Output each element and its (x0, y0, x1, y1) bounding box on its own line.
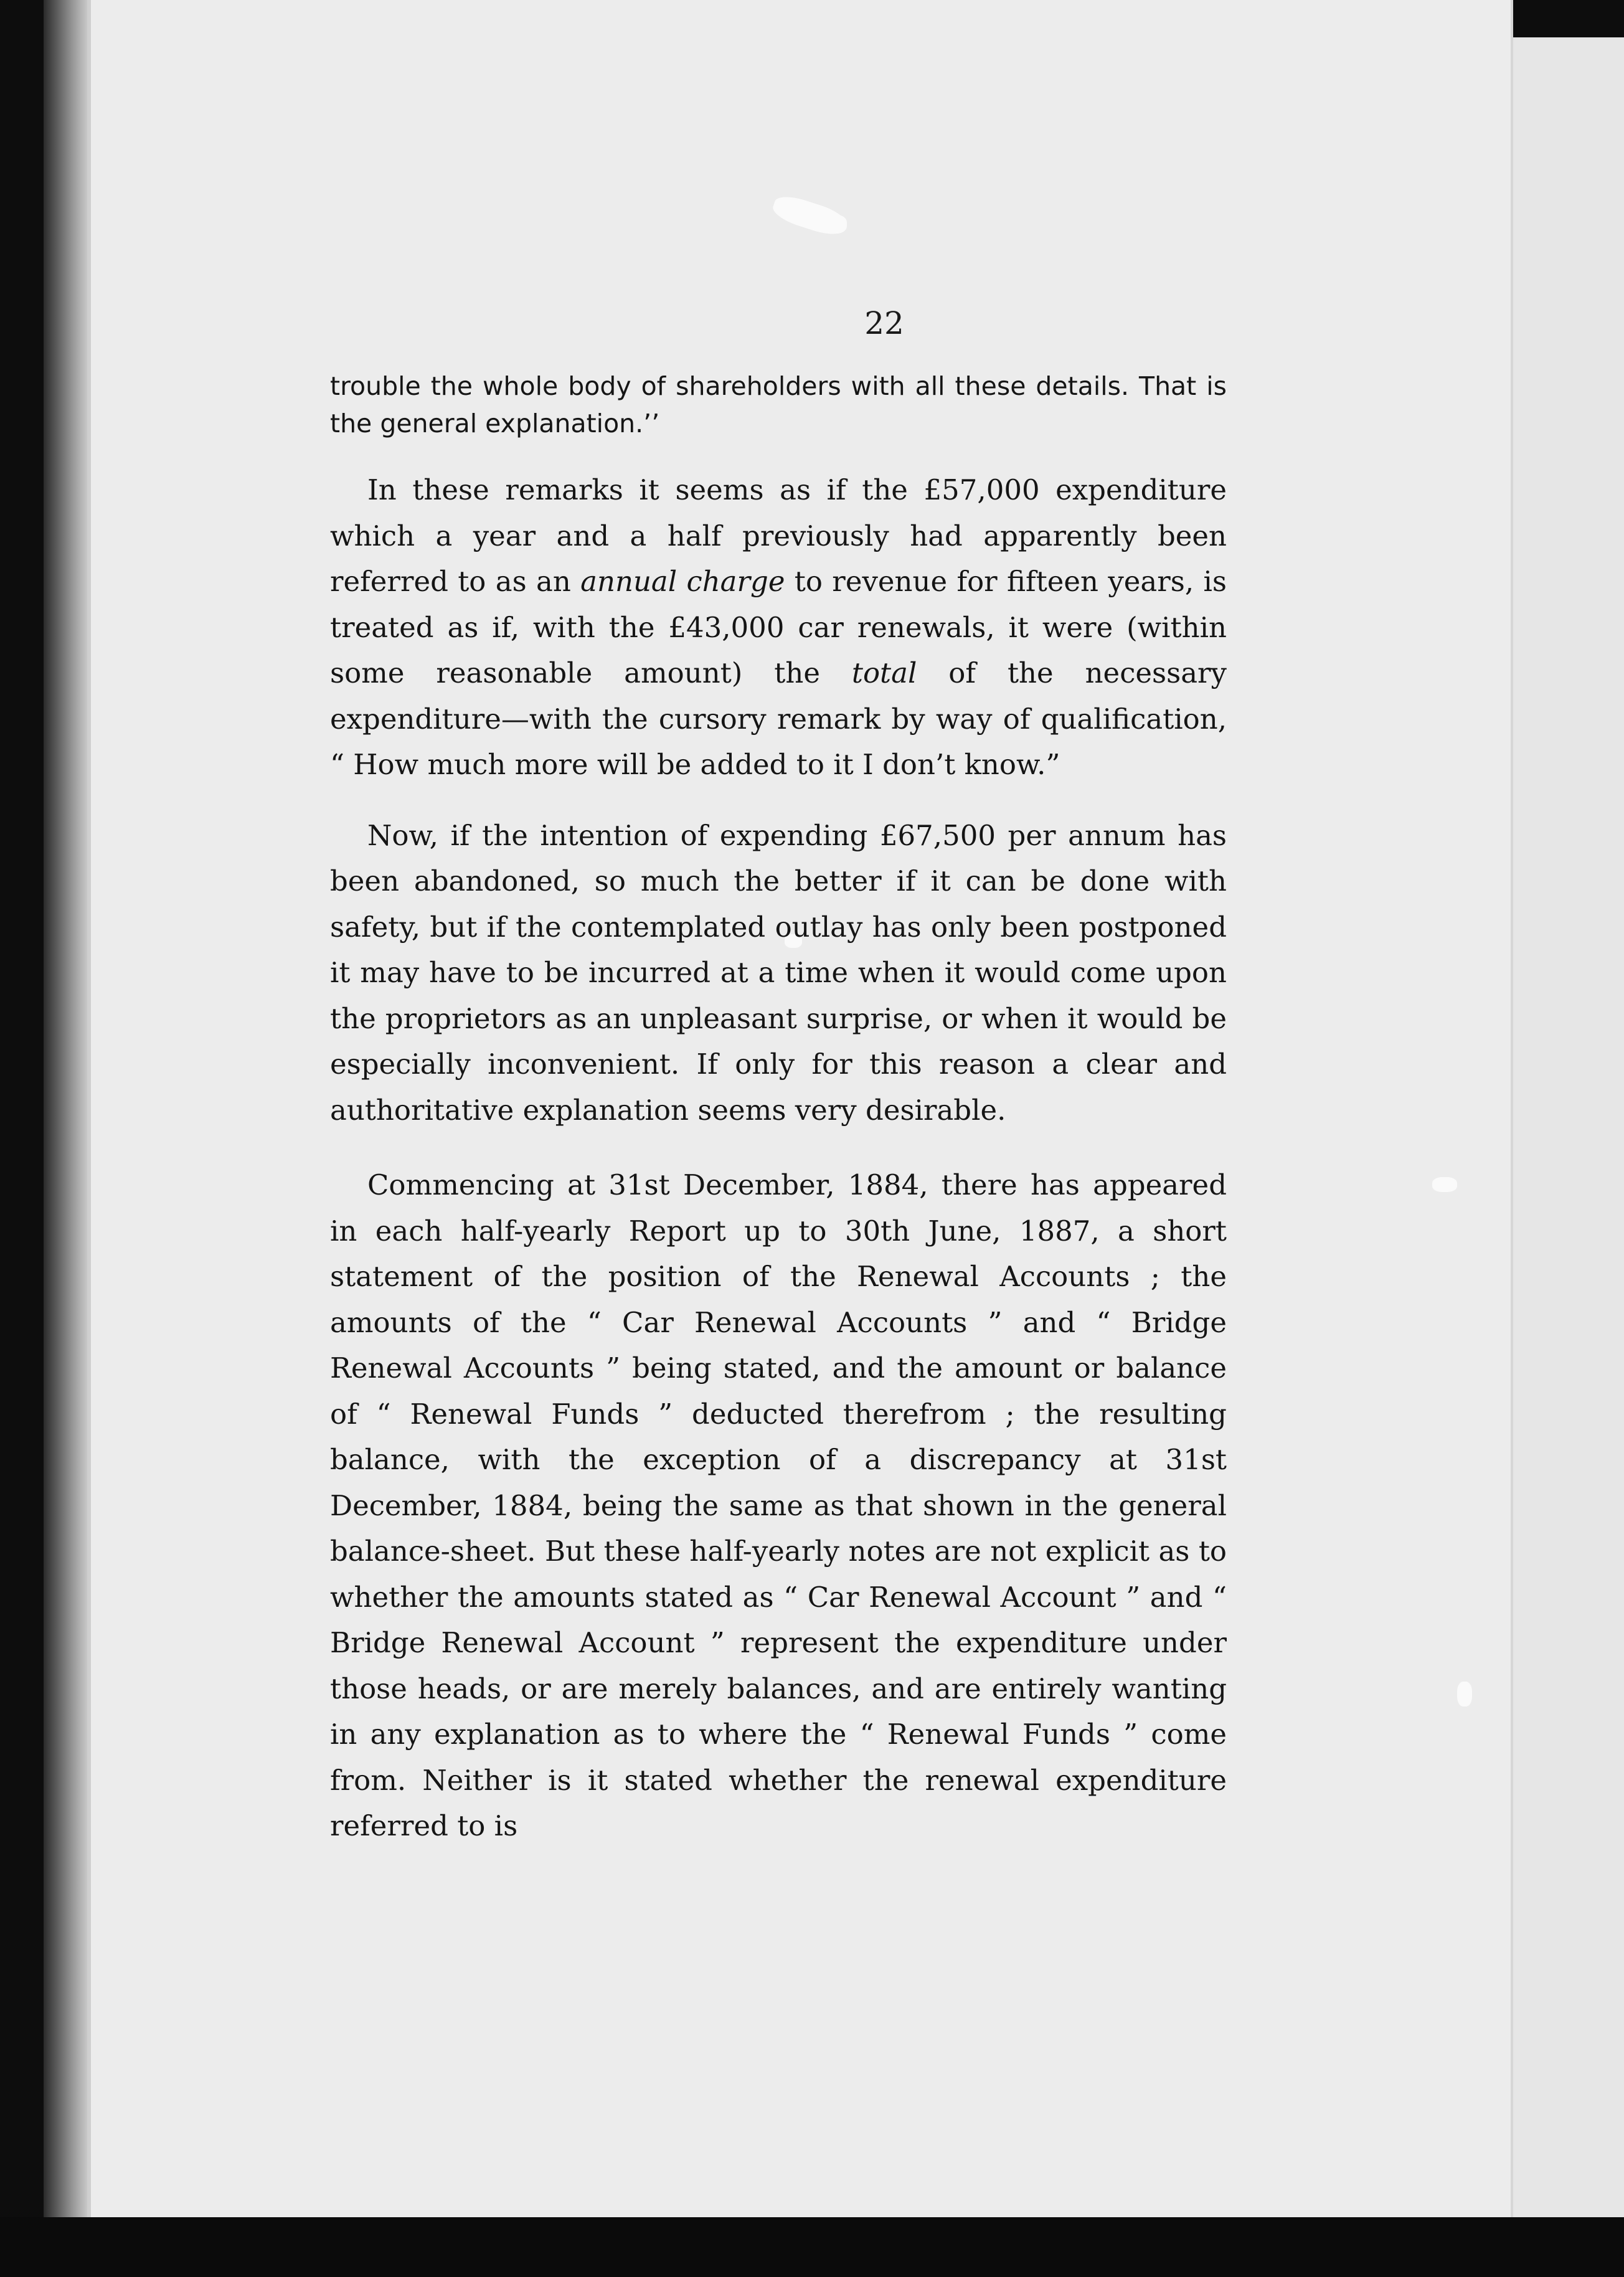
paper-speck (1457, 1682, 1472, 1707)
scan-bottom-border (0, 2217, 1624, 2277)
paragraph-remarks-text-2: to revenue for fifteen years, is treated as if, with the £43,000 car renewals, it were (within some reasonable amount) the (330, 565, 1227, 689)
page-number: 22 (864, 305, 904, 341)
page-left-edge-shadow (44, 0, 93, 2217)
paper-speck (822, 215, 847, 234)
emphasis-total: total (851, 656, 917, 689)
paragraph-renewal-accounts: Commencing at 31st December, 1884, there has appeared in each half-yearly Report up to 30th June, 1887, a short statement of the position of the Renewal Accounts ; the amounts of the “ Car Renewal Accounts ” and “ Bridge Renewal Accounts ” being stated, and the amount or balance of “ Renewal Funds ” deducted therefrom ; the resulting balance, with the exception of a discrepancy at 31st December, 1884, being the same as that shown in the general balance-sheet. But these half-yearly notes are not explicit as to whether the amounts stated as “ Car Renewal Account ” and “ Bridge Renewal Account ” represent the expenditure under those heads, or are merely balances, and are entirely wanting in any explanation as to where the “ Renewal Funds ” come from. Neither is it stated whether the renewal expenditure referred to is (330, 1168, 1227, 1842)
paper-speck (1432, 1177, 1457, 1192)
paragraph-remarks-text-3: of the necessary expenditure—with the cursory remark by way of qualification, “ How much more will be added to it I don’t know.” (330, 656, 1227, 781)
paragraph-intention: Now, if the intention of expending £67,500 per annum has been abandoned, so much the better if it can be done with safety, but if the contemplated outlay has only been postponed it may have to be incurred at a time when it would come upon the proprietors as an unpleasant surprise, or when it would be especially inconvenient. If only for this reason a clear and authoritative explanation seems very desirable. (330, 818, 1227, 1127)
adjacent-page-edge (1507, 37, 1624, 2223)
emphasis-annual-charge: annual charge (580, 565, 785, 598)
quoted-passage-end: trouble the whole body of shareholders with all these details. That is the general explanation.’’ (330, 371, 1227, 438)
paragraph-remarks (330, 467, 1227, 788)
page-text (330, 367, 1227, 1878)
paragraph-remarks-text-1: In these remarks it seems as if the £57,000 expenditure which a year and a half previously had apparently been referred to as an (330, 473, 1227, 598)
